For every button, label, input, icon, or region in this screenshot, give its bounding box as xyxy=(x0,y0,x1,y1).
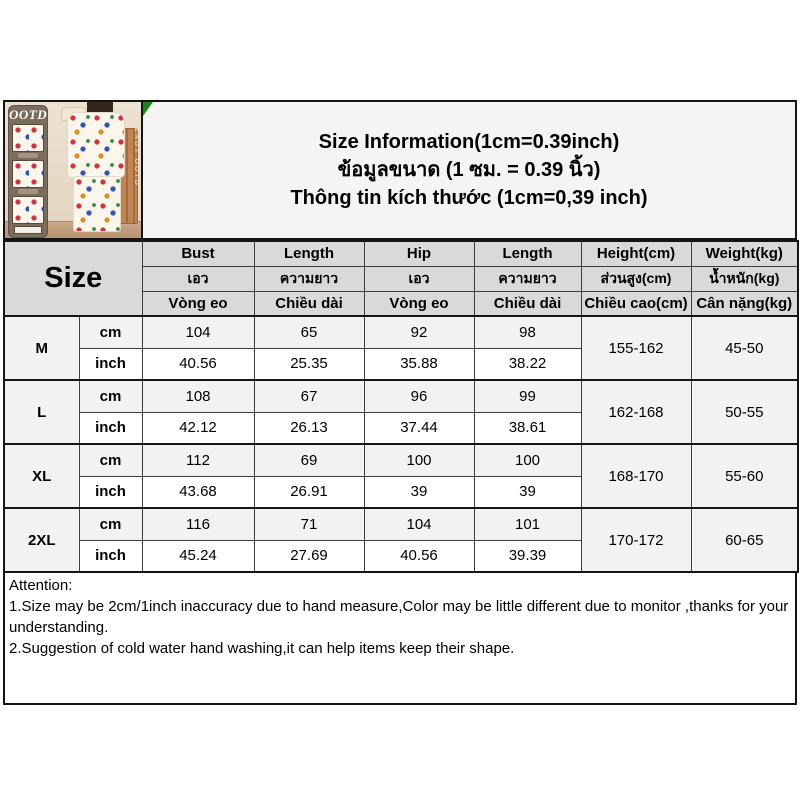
unit-inch-label: inch xyxy=(79,412,142,444)
size-2xl-label: 2XL xyxy=(4,508,79,572)
size-l-label: L xyxy=(4,380,79,444)
cell-2xl-length-cm: 71 xyxy=(254,508,364,540)
cell-l-length-inch: 26.13 xyxy=(254,412,364,444)
product-photo xyxy=(3,100,143,240)
polkadot-pajama-pants xyxy=(73,176,121,232)
cell-m-bust-inch: 40.56 xyxy=(142,348,254,380)
unit-cm-label: cm xyxy=(79,316,142,348)
unit-cm-label: cm xyxy=(79,444,142,476)
polkadot-pajama-top xyxy=(67,112,125,178)
title-vi: Thông tin kích thước (1cm=0,39 inch) xyxy=(290,187,648,209)
col-header: Bust xyxy=(142,241,254,266)
cell-2xl-hip-cm: 104 xyxy=(364,508,474,540)
cell-xl-bust-cm: 112 xyxy=(142,444,254,476)
size-table xyxy=(3,240,799,573)
row-m-cm xyxy=(4,316,798,348)
cell-l-height: 162-168 xyxy=(581,380,691,444)
cell-2xl-weight: 60-65 xyxy=(691,508,798,572)
vertical-watermark: TRENDY OOTD xyxy=(133,114,140,187)
col-header-vi: Chiều dài xyxy=(474,291,581,316)
thumbnail-strip-label xyxy=(14,226,42,234)
size-header-cell: Size xyxy=(4,241,142,316)
row-l-cm xyxy=(4,380,798,412)
cell-l-weight: 50-55 xyxy=(691,380,798,444)
content-frame xyxy=(3,100,797,705)
cell-l-length-cm: 67 xyxy=(254,380,364,412)
attention-box xyxy=(3,573,797,705)
thumbnail-2 xyxy=(12,160,44,188)
cell-xl-weight: 55-60 xyxy=(691,444,798,508)
cell-2xl-bust-inch: 45.24 xyxy=(142,540,254,572)
title-th: ข้อมูลขนาด (1 ซม. = 0.39 นิ้ว) xyxy=(337,159,601,181)
thumbnail-3 xyxy=(12,196,44,224)
cell-2xl-length2-cm: 101 xyxy=(474,508,581,540)
cell-2xl-length2-inch: 39.39 xyxy=(474,540,581,572)
col-header-vi: Vòng eo xyxy=(364,291,474,316)
top-block xyxy=(3,100,797,240)
cell-l-bust-inch: 42.12 xyxy=(142,412,254,444)
col-header-th: เอว xyxy=(142,266,254,291)
cell-l-hip-cm: 96 xyxy=(364,380,474,412)
green-corner-flag xyxy=(143,102,153,116)
cell-l-length2-inch: 38.61 xyxy=(474,412,581,444)
cell-2xl-bust-cm: 116 xyxy=(142,508,254,540)
col-header: Weight(kg) xyxy=(691,241,798,266)
col-header-th: ส่วนสูง(cm) xyxy=(581,266,691,291)
cell-l-hip-inch: 37.44 xyxy=(364,412,474,444)
header-row-en xyxy=(4,241,798,266)
col-header-vi: Chiều dài xyxy=(254,291,364,316)
col-header-vi: Chiều cao(cm) xyxy=(581,291,691,316)
cell-xl-length-cm: 69 xyxy=(254,444,364,476)
col-header-vi: Cân nặng(kg) xyxy=(691,291,798,316)
cell-m-length2-cm: 98 xyxy=(474,316,581,348)
col-header-th: ความยาว xyxy=(254,266,364,291)
cell-m-hip-inch: 35.88 xyxy=(364,348,474,380)
cell-l-length2-cm: 99 xyxy=(474,380,581,412)
cell-m-weight: 45-50 xyxy=(691,316,798,380)
cell-xl-hip-inch: 39 xyxy=(364,476,474,508)
cell-xl-hip-cm: 100 xyxy=(364,444,474,476)
cell-2xl-hip-inch: 40.56 xyxy=(364,540,474,572)
size-xl-label: XL xyxy=(4,444,79,508)
col-header-vi: Vòng eo xyxy=(142,291,254,316)
size-m-label: M xyxy=(4,316,79,380)
unit-cm-label: cm xyxy=(79,380,142,412)
unit-inch-label: inch xyxy=(79,540,142,572)
cell-xl-bust-inch: 43.68 xyxy=(142,476,254,508)
cell-m-hip-cm: 92 xyxy=(364,316,474,348)
cell-xl-length-inch: 26.91 xyxy=(254,476,364,508)
col-header-th: ความยาว xyxy=(474,266,581,291)
cell-m-length-inch: 25.35 xyxy=(254,348,364,380)
col-header: Length xyxy=(254,241,364,266)
cell-m-bust-cm: 104 xyxy=(142,316,254,348)
unit-inch-label: inch xyxy=(79,476,142,508)
cell-xl-length2-inch: 39 xyxy=(474,476,581,508)
col-header: Length xyxy=(474,241,581,266)
cell-m-length-cm: 65 xyxy=(254,316,364,348)
unit-cm-label: cm xyxy=(79,508,142,540)
col-header-th: เอว xyxy=(364,266,474,291)
row-xl-cm xyxy=(4,444,798,476)
col-header-th: น้ำหนัก(kg) xyxy=(691,266,798,291)
brand-logo: OOTD xyxy=(9,107,48,122)
thumbnail-strip xyxy=(8,105,48,238)
row-2xl-cm xyxy=(4,508,798,540)
cell-m-length2-inch: 38.22 xyxy=(474,348,581,380)
cell-m-height: 155-162 xyxy=(581,316,691,380)
cell-xl-height: 168-170 xyxy=(581,444,691,508)
attention-note-1: 1.Size may be 2cm/1inch inaccuracy due to hand measure,Color may be little different due to monitor ,thanks for your understanding. xyxy=(9,598,789,636)
attention-heading: Attention: xyxy=(9,577,73,594)
col-header: Height(cm) xyxy=(581,241,691,266)
thumbnail-1 xyxy=(12,124,44,152)
unit-inch-label: inch xyxy=(79,348,142,380)
cell-2xl-height: 170-172 xyxy=(581,508,691,572)
title-panel xyxy=(143,100,797,240)
cell-2xl-length-inch: 27.69 xyxy=(254,540,364,572)
title-en: Size Information(1cm=0.39inch) xyxy=(318,131,620,153)
attention-note-2: 2.Suggestion of cold water hand washing,it can help items keep their shape. xyxy=(9,640,515,657)
col-header: Hip xyxy=(364,241,474,266)
cell-xl-length2-cm: 100 xyxy=(474,444,581,476)
cell-l-bust-cm: 108 xyxy=(142,380,254,412)
